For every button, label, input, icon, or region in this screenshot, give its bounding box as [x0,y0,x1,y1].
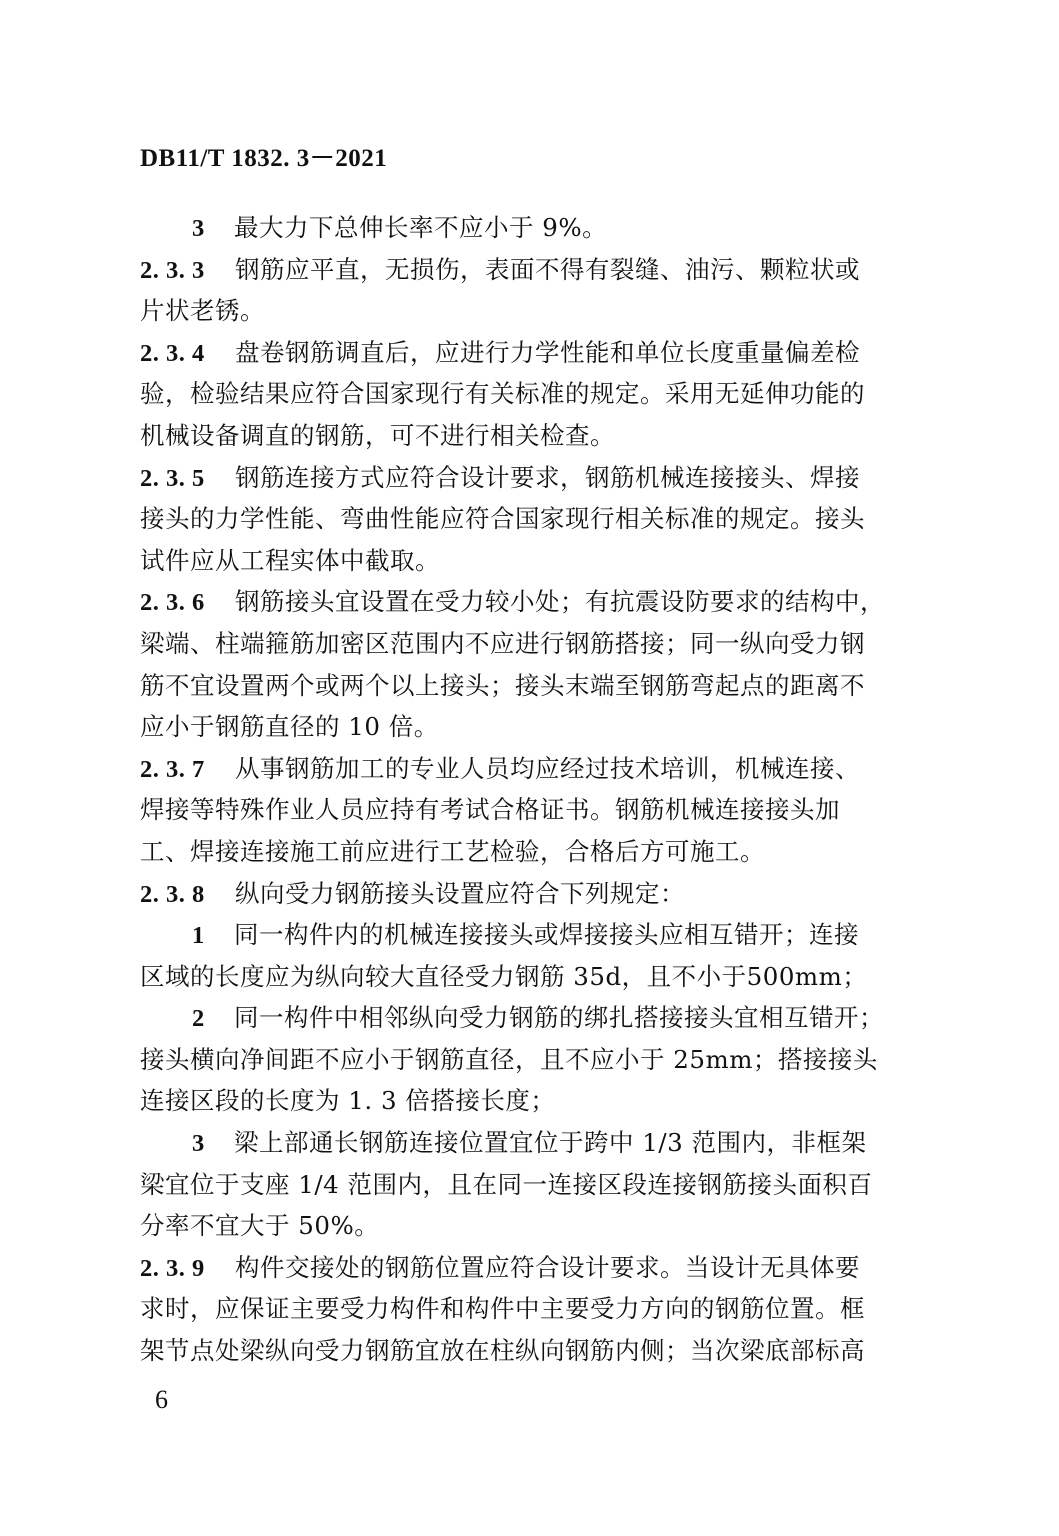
clause-number: 2. 3. 8 [140,880,205,908]
text-line [140,914,920,956]
line-text: 钢筋连接方式应符合设计要求，钢筋机械连接接头、焊接 [235,462,860,492]
clause-number: 2. 3. 7 [140,755,205,783]
line-text: 架节点处梁纵向受力钢筋宜放在柱纵向钢筋内侧；当次梁底部标高 [140,1336,865,1366]
line-text: 片状老锈。 [140,296,265,326]
line-text: 梁宜位于支座 1/4 范围内，且在同一连接区段连接钢筋接头面积百 [140,1169,873,1199]
text-line [140,207,920,249]
line-text: 梁端、柱端箍筋加密区范围内不应进行钢筋搭接；同一纵向受力钢 [140,628,865,658]
text-line [140,706,920,748]
line-text: 求时，应保证主要受力构件和构件中主要受力方向的钢筋位置。框 [140,1294,865,1324]
text-line [140,540,920,582]
text-line [140,997,920,1039]
text-line [140,623,920,665]
clause-number: 2. 3. 5 [140,464,205,492]
line-text: 盘卷钢筋调直后，应进行力学性能和单位长度重量偏差检 [235,337,860,367]
line-text: 验，检验结果应符合国家现行有关标准的规定。采用无延伸功能的 [140,379,865,409]
text-line [140,1164,920,1206]
line-text: 筋不宜设置两个或两个以上接头；接头末端至钢筋弯起点的距离不 [140,670,865,700]
line-text: 机械设备调直的钢筋，可不进行相关检查。 [140,420,615,450]
line-text: 梁上部通长钢筋连接位置宜位于跨中 1/3 范围内，非框架 [234,1128,867,1158]
line-text: 工、焊接连接施工前应进行工艺检验，合格后方可施工。 [140,836,765,866]
line-text: 钢筋接头宜设置在受力较小处；有抗震设防要求的结构中， [235,587,885,617]
line-text: 区域的长度应为纵向较大直径受力钢筋 35d，且不小于500mm； [140,961,868,991]
text-line [140,332,920,374]
text-line [140,1080,920,1122]
text-line [140,873,920,915]
text-line [140,1330,920,1372]
line-text: 纵向受力钢筋接头设置应符合下列规定： [235,878,685,908]
text-line [140,1288,920,1330]
line-text: 接头的力学性能、弯曲性能应符合国家现行相关标准的规定。接头 [140,504,865,534]
document-standard-number: DB11/T 1832. 3－2021 [140,145,388,172]
text-line [140,290,920,332]
item-number: 2 [192,1005,205,1033]
line-text: 接头横向净间距不应小于钢筋直径，且不应小于 25mm；搭接接头 [140,1044,878,1074]
text-line [140,415,920,457]
text-line [140,457,920,499]
line-text: 连接区段的长度为 1. 3 倍搭接长度； [140,1086,556,1116]
line-text: 构件交接处的钢筋位置应符合设计要求。当设计无具体要 [235,1252,860,1282]
line-text: 应小于钢筋直径的 10 倍。 [140,712,439,742]
text-line [140,498,920,540]
line-text: 从事钢筋加工的专业人员均应经过技术培训，机械连接、 [235,753,860,783]
page-number: 6 [155,1385,168,1414]
document-body [140,207,920,1372]
text-line [140,665,920,707]
text-line [140,1205,920,1247]
clause-number: 2. 3. 4 [140,339,205,367]
line-text: 焊接等特殊作业人员应持有考试合格证书。钢筋机械连接接头加 [140,795,840,825]
text-line [140,1122,920,1164]
text-line [140,581,920,623]
text-line [140,789,920,831]
text-line [140,748,920,790]
item-number: 1 [192,922,205,950]
clause-number: 2. 3. 9 [140,1254,205,1282]
clause-number: 2. 3. 6 [140,589,205,617]
item-number: 3 [192,215,205,242]
text-line [140,1039,920,1081]
line-text: 同一构件内的机械连接接头或焊接接头应相互错开；连接 [234,920,859,950]
line-text: 钢筋应平直，无损伤，表面不得有裂缝、油污、颗粒状或 [235,254,860,284]
line-text: 分率不宜大于 50%。 [140,1211,380,1241]
line-text: 最大力下总伸长率不应小于 9%。 [234,213,608,242]
text-line [140,831,920,873]
item-number: 3 [192,1130,205,1158]
line-text: 同一构件中相邻纵向受力钢筋的绑扎搭接接头宜相互错开； [234,1003,884,1033]
text-line [140,1247,920,1289]
clause-number: 2. 3. 3 [140,256,205,284]
text-line [140,373,920,415]
line-text: 试件应从工程实体中截取。 [140,545,440,575]
text-line [140,956,920,998]
text-line [140,249,920,291]
